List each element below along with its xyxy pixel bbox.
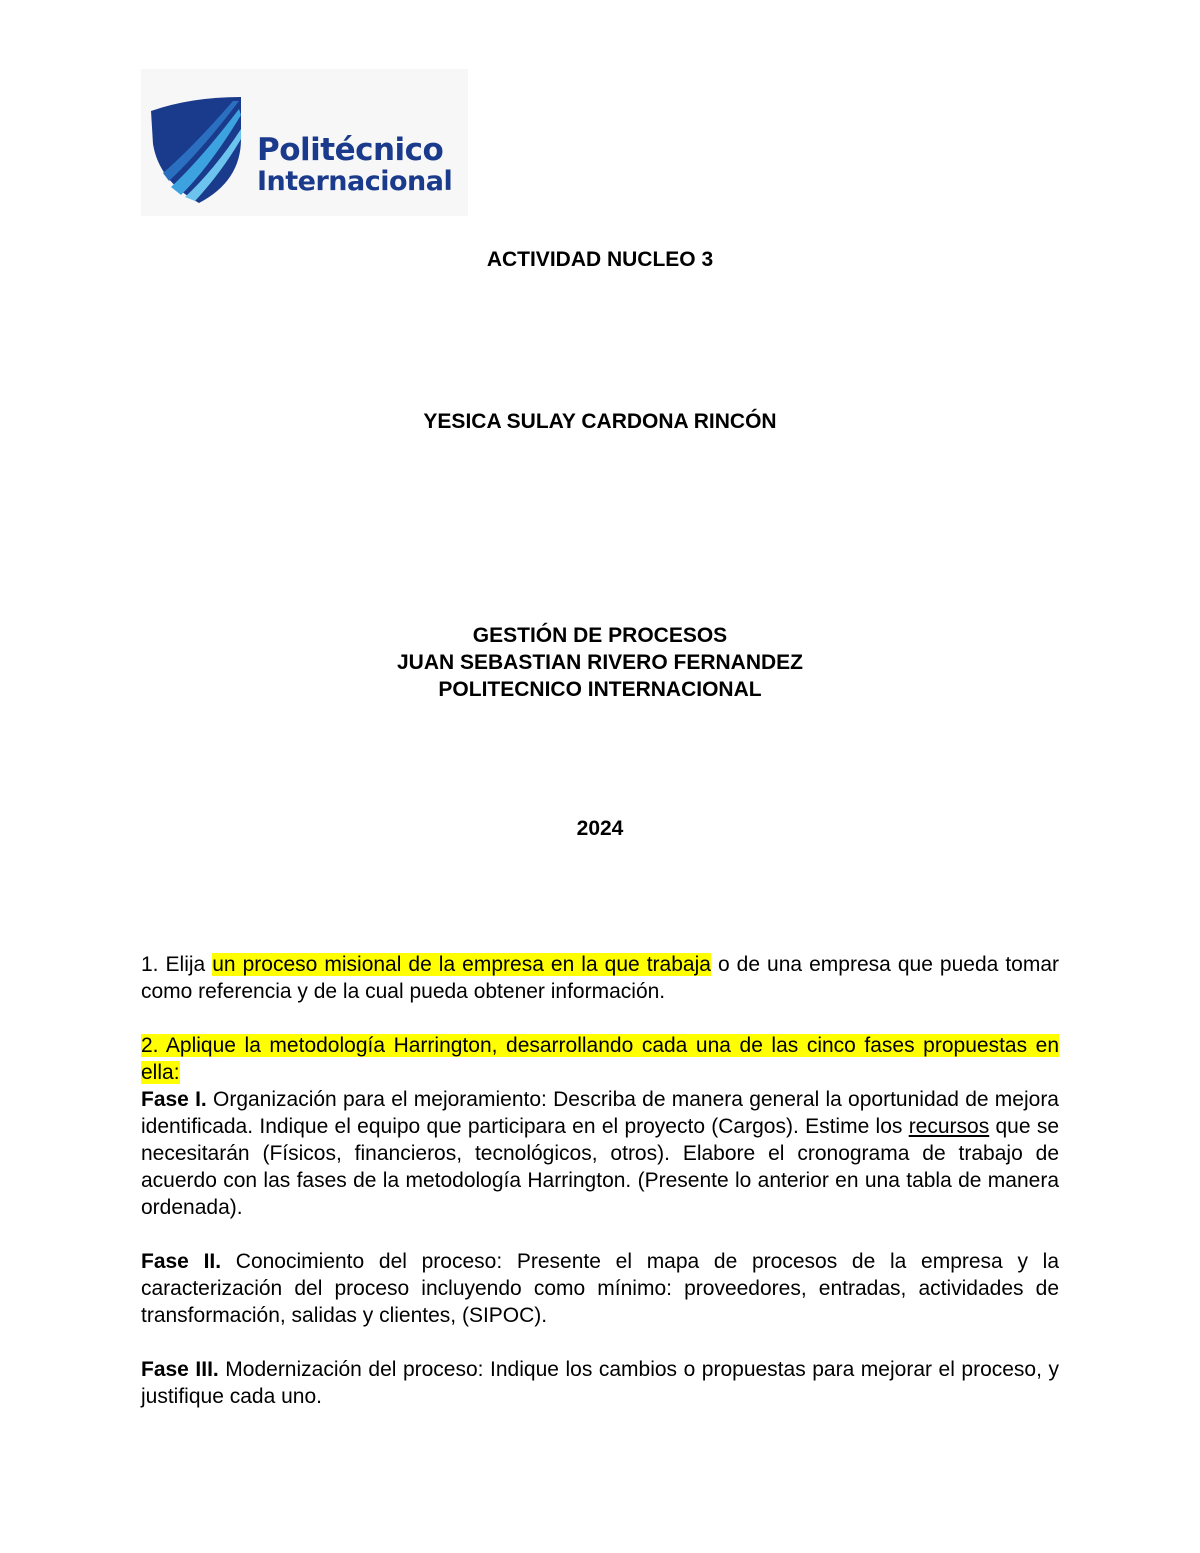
logo-wordmark (257, 132, 453, 197)
logo-line1: Politécnico (257, 132, 444, 168)
item-2 (141, 1032, 1059, 1086)
phase-3-label: Fase III. (141, 1358, 219, 1381)
item-1-highlight: un proceso misional de la empresa en la que trabaja (212, 953, 711, 976)
item-1 (141, 951, 1059, 1005)
institution-logo (141, 69, 468, 216)
course-name: GESTIÓN DE PROCESOS (472, 624, 728, 647)
phase-1-text-b: que se necesitarán (Físicos, financieros, tecnológicos, otros). Elabore el cronograma de trabajo de acuerdo con las fases de la metodología Harrington. (Presente lo anterior en una tabla de manera ordenada). (141, 1115, 1060, 1219)
item-2-highlight: 2. Aplique la metodología Harrington, desarrollando cada una de las cinco fases propuestas en ella: (141, 1034, 1059, 1084)
phase-2 (141, 1248, 1059, 1329)
year: 2024 (576, 817, 624, 840)
institution-name: POLITECNICO INTERNACIONAL (438, 678, 762, 701)
phase-2-label: Fase II. (141, 1250, 222, 1273)
phase-1-text-a: Organización para el mejoramiento: Describa de manera general la oportunidad de mejora identificada. Indique el equipo que participara en el proyecto (Cargos). Estime los (141, 1088, 1059, 1138)
phase-1 (141, 1086, 1059, 1221)
item-1-prefix: 1. Elija (141, 953, 213, 976)
phase-3-text: Modernización del proceso: Indique los cambios o propuestas para mejorar el proceso, y justifique cada uno. (141, 1358, 1059, 1408)
logo-line2: Internacional (257, 166, 453, 197)
phase-2-text: Conocimiento del proceso: Presente el mapa de procesos de la empresa y la caracterización del proceso incluyendo como mínimo: proveedores, entradas, actividades de transformación, salidas y clientes, (SIPOC). (141, 1250, 1060, 1327)
phase-1-underlined: recursos (908, 1115, 990, 1138)
phase-1-label: Fase I. (141, 1088, 207, 1111)
activity-title: ACTIVIDAD NUCLEO 3 (486, 248, 714, 271)
item-1-rest: o de una empresa que pueda tomar como referencia y de la cual pueda obtener información. (141, 953, 1060, 1003)
student-name: YESICA SULAY CARDONA RINCÓN (423, 410, 777, 433)
phase-3 (141, 1356, 1059, 1410)
teacher-name: JUAN SEBASTIAN RIVERO FERNANDEZ (396, 651, 804, 674)
